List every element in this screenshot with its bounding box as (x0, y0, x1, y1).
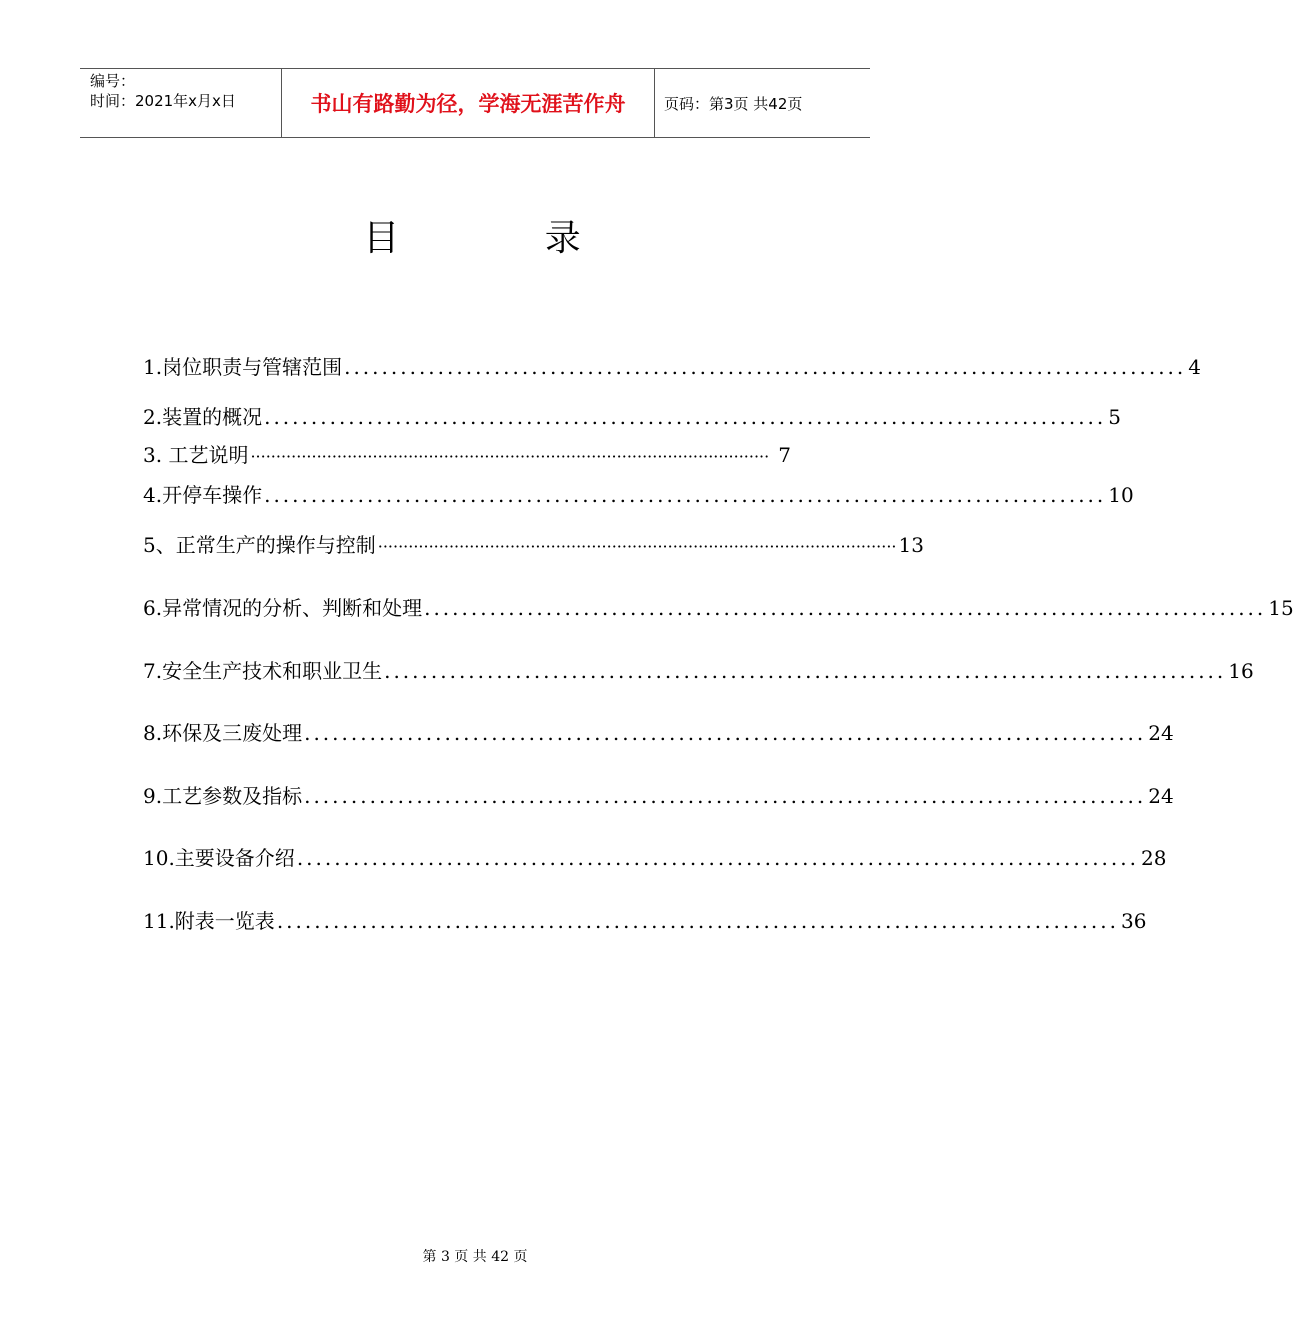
toc-entry-label: 8.环保及三废处理 (143, 721, 303, 745)
header-page-info: 页码：第3页 共42页 (664, 94, 803, 113)
toc-entry[interactable] (143, 352, 1201, 382)
toc-entry[interactable] (143, 480, 1134, 510)
toc-entry[interactable] (143, 781, 1174, 811)
toc-entry-label: 11.附表一览表 (143, 909, 275, 933)
toc-entry-label: 3. 工艺说明 (143, 443, 249, 467)
toc-entry-page: 10 (1108, 483, 1134, 507)
toc-leader-dots: .......................................................................................... (296, 846, 1139, 870)
toc-entry-label: 1.岗位职责与管辖范围 (143, 355, 343, 379)
toc-entry-page: 7 (778, 443, 791, 467)
toc-entry-page: 24 (1148, 784, 1174, 808)
toc-entry-label: 4.开停车操作 (143, 483, 263, 507)
toc-leader-dots: .......................................................................................... (264, 405, 1107, 429)
header-meta (80, 69, 282, 137)
toc-leader-dots: .......................................................................................... (424, 596, 1267, 620)
toc-entry[interactable] (143, 906, 1147, 936)
toc-entry-page: 13 (898, 533, 924, 557)
toc-entry-label: 7.安全生产技术和职业卫生 (143, 659, 383, 683)
toc-entry-page: 15 (1268, 596, 1294, 620)
toc-entry[interactable] (143, 530, 924, 560)
page-title: 目 录 (363, 218, 587, 259)
toc-entry[interactable] (143, 593, 1294, 623)
page-header (80, 68, 870, 138)
time-label: 时间：2021年x月x日 (90, 92, 236, 110)
toc-entry-page: 36 (1120, 909, 1147, 933)
toc-entry-page: 16 (1228, 659, 1254, 683)
toc-entry-label: 6.异常情况的分析、判断和处理 (143, 596, 423, 620)
page-footer: 第 3 页 共 42 页 (422, 1249, 528, 1265)
toc-entry-label: 9.工艺参数及指标 (143, 784, 303, 808)
toc-entry[interactable] (143, 656, 1254, 686)
toc-leader-dots: .......................................................................................... (276, 909, 1119, 933)
toc-entry[interactable] (143, 440, 791, 470)
toc-leader-dots: .......................................................................................... (304, 784, 1147, 808)
toc-entry[interactable] (143, 718, 1174, 748)
toc-entry-page: 5 (1108, 405, 1121, 429)
toc-entry-page: 4 (1188, 355, 1201, 379)
toc-leader-dots: .......................................................................................... (344, 355, 1187, 379)
toc-leader-dots: ······································································································ (377, 537, 897, 556)
toc-entry-label: 10.主要设备介绍 (143, 846, 295, 870)
toc-entry-label: 5、正常生产的操作与控制 (143, 533, 376, 557)
toc-entry[interactable] (143, 843, 1167, 873)
toc-entry-label: 2.装置的概况 (143, 405, 263, 429)
header-motto: 书山有路勤为径，学海无涯苦作舟 (282, 69, 655, 137)
toc-entry-page: 24 (1148, 721, 1174, 745)
toc-leader-dots: .......................................................................................... (384, 659, 1227, 683)
toc-leader-dots: ······································································································ (250, 447, 770, 466)
number-label: 编号： (90, 72, 136, 90)
toc-entry-page: 28 (1140, 846, 1167, 870)
toc-entry[interactable] (143, 402, 1121, 432)
toc-leader-dots: .......................................................................................... (264, 483, 1107, 507)
toc-leader-dots: .......................................................................................... (304, 721, 1147, 745)
